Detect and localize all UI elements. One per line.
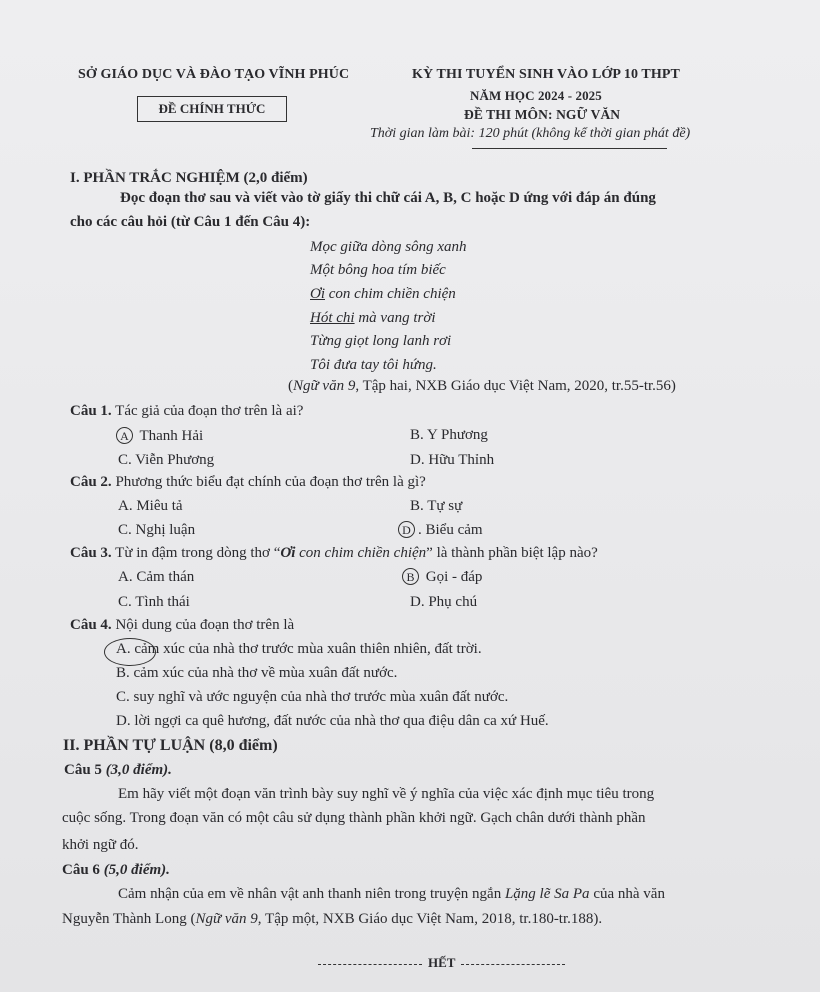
q3-italic: con chim chiền chiện <box>295 545 427 561</box>
end-text: HẾT <box>428 955 456 970</box>
part1-instruction-line1: Đọc đoạn thơ sau và viết vào tờ giấy thi chữ cái A, B, C hoặc D ứng với đáp án đúng <box>120 190 656 206</box>
end-dash-left <box>318 964 422 965</box>
q5-line-2: cuộc sống. Trong đoạn văn có một câu sử dụng thành phần khởi ngữ. Gạch chân dưới thành phần <box>62 810 646 826</box>
q2-label: Câu 2. <box>70 474 112 490</box>
q3-b-text: Gọi - đáp <box>422 569 483 585</box>
q1 <box>70 403 303 420</box>
poem-line-5: Từng giọt long lanh rơi <box>310 333 452 349</box>
answer-circle-mark: B <box>402 568 419 585</box>
poem-line-2: Một bông hoa tím biếc <box>310 262 446 278</box>
q6-story-title: Lặng lẽ Sa Pa <box>504 886 590 902</box>
q6-line-2 <box>62 911 602 928</box>
poem-line-3 <box>310 286 456 303</box>
poem-line-4-rest: mà vang trời <box>354 310 436 326</box>
q3 <box>70 545 598 562</box>
q5-line-3: khởi ngữ đó. <box>62 837 139 853</box>
q3-option-a: A. Cảm thán <box>118 569 195 585</box>
q3-option-b <box>402 568 482 586</box>
end-dash-right <box>461 964 565 965</box>
official-exam-box: ĐỀ CHÍNH THỨC <box>137 96 287 122</box>
part1-title: I. PHẦN TRẮC NGHIỆM (2,0 điểm) <box>70 170 308 186</box>
q5-points: (3,0 điểm). <box>101 762 172 778</box>
q1-option-b: B. Y Phương <box>410 427 488 443</box>
q5-line-1: Em hãy viết một đoạn văn trình bày suy nghĩ về ý nghĩa của việc xác định mục tiêu trong <box>118 786 655 802</box>
q2-option-a: A. Miêu tả <box>118 498 183 514</box>
q2-text: Phương thức biểu đạt chính của đoạn thơ trên là gì? <box>111 474 426 490</box>
q2-d-text: . Biểu cảm <box>418 522 483 538</box>
q6-line-1 <box>118 886 665 903</box>
q6-line2-post: , Tập một, NXB Giáo dục Việt Nam, 2018, tr.180-tr.188). <box>257 911 603 927</box>
q6-label: Câu 6 <box>62 862 100 878</box>
answer-circle-mark: A <box>116 427 133 444</box>
q3-bold-word: Ơi <box>280 545 296 561</box>
poem-source <box>288 378 676 395</box>
q6-book: Ngữ văn 9 <box>195 911 258 927</box>
q4-option-d: D. lời ngợi ca quê hương, đất nước của nhà thơ qua điệu dân ca xứ Huế. <box>116 713 549 729</box>
q2-option-c: C. Nghị luận <box>118 522 196 538</box>
q4-text: Nội dung của đoạn thơ trên là <box>111 617 295 633</box>
source-open: ( <box>288 378 293 394</box>
poem-line-4 <box>310 310 436 327</box>
q4 <box>70 617 294 634</box>
part1-instruction-line2: cho các câu hỏi (từ Câu 1 đến Câu 4): <box>70 214 311 230</box>
end-marker <box>312 955 571 971</box>
q3-option-c: C. Tình thái <box>118 594 190 610</box>
source-book: Ngữ văn 9 <box>293 378 356 394</box>
q5-heading <box>64 762 172 779</box>
q2 <box>70 474 426 491</box>
q1-option-c: C. Viễn Phương <box>118 452 215 468</box>
poem-line-1: Mọc giữa dòng sông xanh <box>310 239 467 255</box>
poem-line-4-underlined: Hót chi <box>310 310 355 326</box>
q1-a-text: Thanh Hải <box>136 428 204 444</box>
q3-text-pre: Từ in đậm trong dòng thơ “ <box>111 545 281 561</box>
q4-option-c: C. suy nghĩ và ước nguyện của nhà thơ trước mùa xuân đất nước. <box>116 689 509 705</box>
q4-label: Câu 4. <box>70 617 112 633</box>
exam-subject: ĐỀ THI MÔN: NGỮ VĂN <box>464 107 621 122</box>
source-rest: , Tập hai, NXB Giáo dục Việt Nam, 2020, tr.55-tr.56) <box>355 378 676 394</box>
q1-label: Câu 1. <box>70 403 112 419</box>
exam-time: Thời gian làm bài: 120 phút (không kể thời gian phát đề) <box>370 126 691 141</box>
q6-heading <box>62 862 170 879</box>
q1-text: Tác giả của đoạn thơ trên là ai? <box>111 403 304 419</box>
part2-title: II. PHẦN TỰ LUẬN (8,0 điểm) <box>63 737 278 754</box>
q6-line1-pre: Cảm nhận của em về nhân vật anh thanh niên trong truyện ngắn <box>118 886 505 902</box>
school-year: NĂM HỌC 2024 - 2025 <box>470 88 602 103</box>
q1-option-a <box>116 427 203 445</box>
q3-option-d: D. Phụ chú <box>410 594 478 610</box>
header-divider <box>472 148 667 149</box>
poem-line-3-rest: con chim chiền chiện <box>325 286 456 302</box>
q1-option-d: D. Hữu Thỉnh <box>410 452 495 468</box>
answer-circle-mark: D <box>398 521 415 538</box>
q6-line2-pre: Nguyễn Thành Long ( <box>62 911 196 927</box>
poem-line-6: Tôi đưa tay tôi hứng. <box>310 357 437 373</box>
poem-line-3-underlined: Ơi <box>310 286 325 302</box>
q4-option-a: A. cảm xúc của nhà thơ trước mùa xuân thiên nhiên, đất trời. <box>116 641 482 657</box>
q5-label: Câu 5 <box>64 762 102 778</box>
q6-points: (5,0 điểm). <box>99 862 170 878</box>
q2-option-b: B. Tự sự <box>410 498 463 514</box>
q3-label: Câu 3. <box>70 545 112 561</box>
q3-text-post: ” là thành phần biệt lập nào? <box>426 545 598 561</box>
department-name: SỞ GIÁO DỤC VÀ ĐÀO TẠO VĨNH PHÚC <box>78 67 350 82</box>
q4-option-b: B. cảm xúc của nhà thơ về mùa xuân đất nước. <box>116 665 398 681</box>
q2-option-d <box>398 521 483 539</box>
exam-name: KỲ THI TUYỂN SINH VÀO LỚP 10 THPT <box>412 67 680 82</box>
q6-line1-post: của nhà văn <box>589 886 665 902</box>
